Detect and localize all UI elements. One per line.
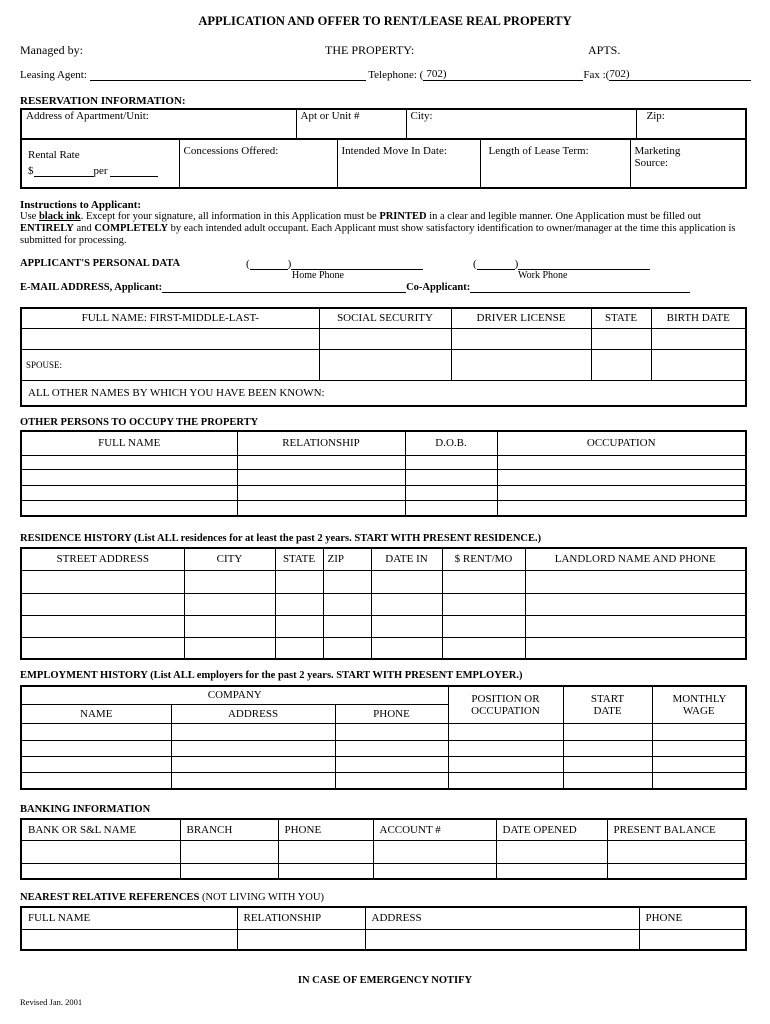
home-phone-label: Home Phone <box>292 270 344 281</box>
cell[interactable] <box>21 455 237 469</box>
cell[interactable] <box>442 615 525 637</box>
table-row <box>21 615 746 637</box>
property-label: THE PROPERTY: <box>325 43 415 57</box>
instructions-text <box>20 211 750 247</box>
col-state: STATE <box>275 548 323 570</box>
col-address: ADDRESS <box>365 907 639 929</box>
cell[interactable] <box>323 637 371 659</box>
form-title: APPLICATION AND OFFER TO RENT/LEASE REAL PROPERTY <box>198 14 572 28</box>
col-monthly-wage: MONTHLY WAGE <box>652 686 746 723</box>
cell[interactable] <box>171 756 335 772</box>
col-present-balance: PRESENT BALANCE <box>607 819 746 840</box>
move-in-cell[interactable] <box>337 140 480 188</box>
cell[interactable] <box>184 593 275 615</box>
cell[interactable] <box>237 455 405 469</box>
co-applicant-email-field[interactable] <box>470 292 690 293</box>
move-in-label: Intended Move In Date: <box>341 145 447 157</box>
col-zip: ZIP <box>323 548 371 570</box>
col-landlord: LANDLORD NAME AND PHONE <box>525 548 746 570</box>
residence-table <box>20 547 747 660</box>
col-social-security: SOCIAL SECURITY <box>319 308 451 328</box>
cell[interactable] <box>21 500 237 516</box>
work-phone-field[interactable] <box>473 258 650 270</box>
cell[interactable] <box>21 740 171 756</box>
cell[interactable] <box>525 615 746 637</box>
cell[interactable] <box>21 469 237 485</box>
fax-number-field[interactable] <box>681 80 751 81</box>
zip-cell[interactable] <box>636 109 746 139</box>
cell[interactable] <box>371 593 442 615</box>
col-dob: D.O.B. <box>405 431 497 455</box>
instructions-part: in a clear and legible manner. One Application must be filled out <box>426 211 701 222</box>
cell[interactable] <box>639 929 746 950</box>
cell[interactable] <box>171 723 335 740</box>
cell[interactable] <box>651 328 746 349</box>
cell[interactable] <box>448 723 563 740</box>
reservation-table-2 <box>20 139 747 189</box>
cell[interactable] <box>442 570 525 593</box>
col-full-name: FULL NAME <box>21 431 237 455</box>
banking-table <box>20 818 747 880</box>
cell[interactable] <box>180 863 278 879</box>
leasing-agent-field[interactable] <box>90 80 366 81</box>
apts-label: APTS. <box>588 43 621 57</box>
table-row <box>21 328 746 349</box>
cell[interactable] <box>21 772 171 789</box>
cell[interactable] <box>21 615 184 637</box>
city-cell[interactable] <box>406 109 636 139</box>
cell[interactable] <box>607 863 746 879</box>
instructions-part: and <box>73 223 95 234</box>
emergency-heading: IN CASE OF EMERGENCY NOTIFY <box>297 975 473 986</box>
table-row <box>21 455 746 469</box>
cell[interactable] <box>184 570 275 593</box>
col-bank-name: BANK OR S&L NAME <box>21 819 180 840</box>
residence-heading: RESIDENCE HISTORY (List ALL residences for at least the past 2 years. START WITH PRESENT RESIDENCE.) <box>20 533 542 544</box>
cell[interactable] <box>652 772 746 789</box>
cell[interactable] <box>652 723 746 740</box>
concessions-label: Concessions Offered: <box>183 145 279 157</box>
col-branch: BRANCH <box>180 819 278 840</box>
leasing-agent-row <box>20 68 751 81</box>
cell[interactable] <box>405 500 497 516</box>
table-row <box>21 593 746 615</box>
cell[interactable] <box>497 500 746 516</box>
cell[interactable] <box>563 740 652 756</box>
cell[interactable] <box>371 615 442 637</box>
cell[interactable] <box>496 863 607 879</box>
cell[interactable] <box>442 593 525 615</box>
cell[interactable] <box>237 500 405 516</box>
paren: ) <box>287 258 292 270</box>
cell[interactable] <box>180 840 278 863</box>
concessions-cell[interactable] <box>179 140 337 188</box>
zip-label: Zip: <box>646 110 665 122</box>
table-row <box>21 756 746 772</box>
other-names-cell[interactable] <box>21 380 746 406</box>
col-rent: $ RENT/MO <box>442 548 525 570</box>
col-date-in: DATE IN <box>371 548 442 570</box>
cell[interactable] <box>237 469 405 485</box>
paren: ( <box>473 258 477 270</box>
cell[interactable] <box>451 349 591 380</box>
cell[interactable] <box>652 740 746 756</box>
cell[interactable] <box>591 349 651 380</box>
table-row <box>21 380 746 406</box>
paren: ( <box>246 258 250 270</box>
dollar-sign: $ <box>28 165 34 178</box>
telephone-label: Telephone: ( <box>368 69 424 81</box>
col-start-date: START DATE <box>563 686 652 723</box>
cell[interactable] <box>442 637 525 659</box>
rent-amount-field[interactable] <box>34 176 94 177</box>
cell[interactable] <box>184 615 275 637</box>
col-relationship: RELATIONSHIP <box>237 431 405 455</box>
entirely-emphasis: ENTIRELY <box>20 223 74 234</box>
relatives-table <box>20 906 747 951</box>
cell[interactable] <box>278 840 373 863</box>
per-label: per <box>93 165 108 178</box>
fax-area-code: 702 <box>609 68 626 80</box>
cell[interactable] <box>373 840 496 863</box>
cell[interactable] <box>323 593 371 615</box>
marketing-cell[interactable] <box>630 140 746 188</box>
cell[interactable] <box>278 863 373 879</box>
col-state: STATE <box>591 308 651 328</box>
table-row <box>21 500 746 516</box>
instructions-part: . Except for your signature, all information in this Application must be <box>80 211 380 222</box>
leasing-agent-label: Leasing Agent: <box>20 69 87 81</box>
cell[interactable] <box>448 772 563 789</box>
email-label: E-MAIL ADDRESS, Applicant: <box>20 282 163 293</box>
occupants-table <box>20 430 747 517</box>
cell[interactable] <box>335 740 448 756</box>
applicant-table <box>20 307 747 407</box>
lease-term-label: Length of Lease Term: <box>488 145 589 157</box>
telephone-area-code: 702 <box>426 68 443 80</box>
relatives-heading-note: (NOT LIVING WITH YOU) <box>199 892 324 903</box>
cell[interactable] <box>21 756 171 772</box>
cell[interactable] <box>21 485 237 500</box>
col-relationship: RELATIONSHIP <box>237 907 365 929</box>
managed-by-label: Managed by: <box>20 43 83 57</box>
rent-period-field[interactable] <box>110 176 158 177</box>
cell[interactable] <box>319 349 451 380</box>
instructions-heading: Instructions to Applicant: <box>20 199 142 211</box>
cell[interactable] <box>405 485 497 500</box>
fax-label: Fax :( <box>583 69 610 81</box>
col-name: NAME <box>21 704 171 723</box>
cell[interactable] <box>184 637 275 659</box>
cell[interactable] <box>497 485 746 500</box>
instructions-part: by each intended adult occupant. Each Applicant must show satisfactory identification to owner/manager at the time this application is submitted for processing. <box>20 223 736 246</box>
col-full-name: FULL NAME: FIRST-MIDDLE-LAST- <box>21 308 319 328</box>
employment-table <box>20 685 747 790</box>
cell[interactable] <box>371 570 442 593</box>
address-cell[interactable] <box>21 109 296 139</box>
work-phone-label: Work Phone <box>518 270 568 281</box>
home-phone-field[interactable] <box>246 258 423 270</box>
col-phone: PHONE <box>278 819 373 840</box>
completely-emphasis: COMPLETELY <box>94 223 169 234</box>
cell[interactable] <box>651 349 746 380</box>
cell[interactable] <box>275 615 323 637</box>
printed-emphasis: PRINTED <box>379 211 427 222</box>
table-row <box>21 840 746 863</box>
cell[interactable] <box>563 772 652 789</box>
cell[interactable] <box>335 772 448 789</box>
address-label: Address of Apartment/Unit: <box>26 110 149 122</box>
rental-rate-label: Rental Rate <box>28 149 80 162</box>
table-row <box>21 637 746 659</box>
table-row <box>21 772 746 789</box>
revised-date: Revised Jan. 2001 <box>20 997 83 1007</box>
col-company: COMPANY <box>21 686 448 704</box>
instructions-part: Use <box>20 211 39 222</box>
reservation-table <box>20 108 747 140</box>
col-address: ADDRESS <box>171 704 335 723</box>
table-row <box>21 929 746 950</box>
cell[interactable] <box>21 570 184 593</box>
cell[interactable] <box>451 328 591 349</box>
cell[interactable] <box>21 593 184 615</box>
table-row <box>21 723 746 740</box>
relatives-heading <box>20 892 324 903</box>
cell[interactable] <box>525 570 746 593</box>
cell[interactable] <box>497 469 746 485</box>
city-label: City: <box>410 110 433 122</box>
table-row <box>21 570 746 593</box>
paren: ) <box>514 258 519 270</box>
cell[interactable] <box>448 740 563 756</box>
cell[interactable] <box>275 593 323 615</box>
telephone-field[interactable]: 702) <box>423 68 583 81</box>
cell[interactable] <box>497 455 746 469</box>
col-position: POSITION OR OCCUPATION <box>448 686 563 723</box>
cell[interactable] <box>21 863 180 879</box>
spouse-cell[interactable] <box>21 349 319 380</box>
cell[interactable] <box>525 637 746 659</box>
col-occupation: OCCUPATION <box>497 431 746 455</box>
apt-unit-label: Apt or Unit # <box>300 110 360 122</box>
cell[interactable] <box>275 570 323 593</box>
col-street-address: STREET ADDRESS <box>21 548 184 570</box>
cell[interactable] <box>323 570 371 593</box>
cell[interactable] <box>405 455 497 469</box>
co-applicant-label: Co-Applicant: <box>406 282 471 293</box>
cell[interactable] <box>237 929 365 950</box>
cell[interactable] <box>591 328 651 349</box>
cell[interactable] <box>371 637 442 659</box>
col-phone: PHONE <box>335 704 448 723</box>
cell[interactable] <box>652 756 746 772</box>
cell[interactable] <box>335 756 448 772</box>
fax-field[interactable]: 702) <box>609 68 681 81</box>
table-row <box>21 349 746 380</box>
cell[interactable] <box>496 840 607 863</box>
relatives-heading-text: NEAREST RELATIVE REFERENCES <box>20 892 200 903</box>
cell[interactable] <box>563 723 652 740</box>
cell[interactable] <box>525 593 746 615</box>
rental-rate-cell[interactable] <box>21 140 179 188</box>
cell[interactable] <box>607 840 746 863</box>
table-row <box>21 485 746 500</box>
cell[interactable] <box>237 485 405 500</box>
cell[interactable] <box>171 772 335 789</box>
personal-data-heading: APPLICANT'S PERSONAL DATA <box>20 258 181 269</box>
reservation-heading: RESERVATION INFORMATION: <box>20 95 186 107</box>
cell[interactable] <box>405 469 497 485</box>
table-row <box>21 863 746 879</box>
col-birth-date: BIRTH DATE <box>651 308 746 328</box>
table-row <box>21 740 746 756</box>
col-full-name: FULL NAME <box>21 907 237 929</box>
cell[interactable] <box>275 637 323 659</box>
apt-unit-cell[interactable] <box>296 109 406 139</box>
marketing-label: Marketing Source: <box>634 145 681 169</box>
table-row <box>21 469 746 485</box>
cell[interactable] <box>373 863 496 879</box>
cell[interactable] <box>21 929 237 950</box>
black-ink-emphasis: black ink <box>38 211 81 222</box>
col-city: CITY <box>184 548 275 570</box>
banking-heading: BANKING INFORMATION <box>20 804 151 815</box>
lease-term-cell[interactable] <box>480 140 630 188</box>
other-names-label: ALL OTHER NAMES BY WHICH YOU HAVE BEEN KNOWN: <box>28 386 325 399</box>
spouse-label: SPOUSE: <box>26 359 63 370</box>
cell[interactable] <box>323 615 371 637</box>
cell[interactable] <box>21 723 171 740</box>
col-date-opened: DATE OPENED <box>496 819 607 840</box>
cell[interactable] <box>171 740 335 756</box>
email-row <box>20 282 690 293</box>
cell[interactable] <box>365 929 639 950</box>
cell[interactable] <box>21 637 184 659</box>
occupants-heading: OTHER PERSONS TO OCCUPY THE PROPERTY <box>20 417 259 428</box>
cell[interactable] <box>319 328 451 349</box>
col-driver-license: DRIVER LICENSE <box>451 308 591 328</box>
cell[interactable] <box>21 328 319 349</box>
cell[interactable] <box>448 756 563 772</box>
employment-heading: EMPLOYMENT HISTORY (List ALL employers for the past 2 years. START WITH PRESENT EMPLOYER.) <box>20 670 523 681</box>
col-phone: PHONE <box>639 907 746 929</box>
email-field[interactable] <box>162 292 406 293</box>
cell[interactable] <box>21 840 180 863</box>
cell[interactable] <box>563 756 652 772</box>
cell[interactable] <box>335 723 448 740</box>
col-account: ACCOUNT # <box>373 819 496 840</box>
